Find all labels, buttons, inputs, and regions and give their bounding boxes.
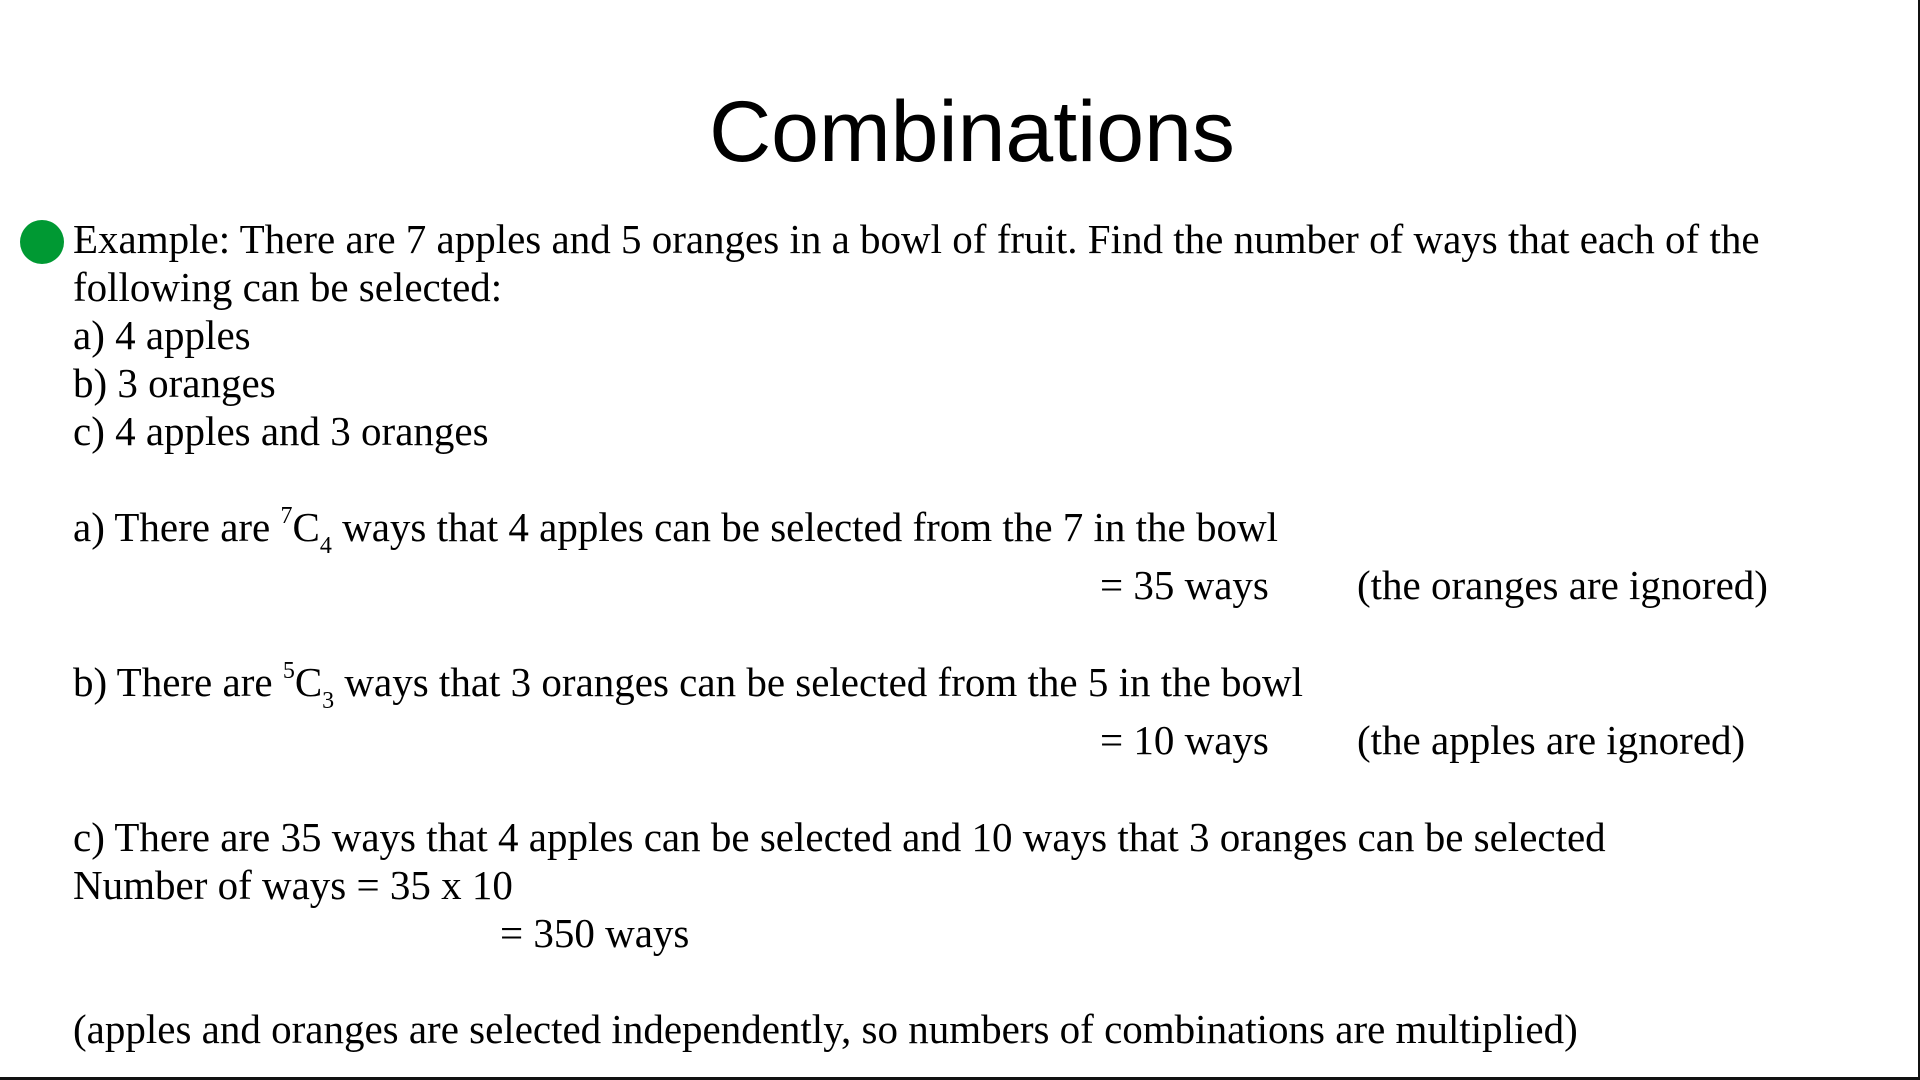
answer-c-line-3: = 350 ways <box>500 910 690 956</box>
answer-a-c: C <box>292 504 320 550</box>
conclusion-text: (apples and oranges are selected independently, so numbers of combinations are multiplied) <box>73 1006 1578 1052</box>
answer-b-suffix: ways that 3 oranges can be selected from the 5 in the bowl <box>334 659 1304 705</box>
answer-b-prefix: b) There are <box>73 659 283 705</box>
answer-a-prefix: a) There are <box>73 504 281 550</box>
answer-b-n: 5 <box>282 658 295 684</box>
answer-a-r: 4 <box>319 533 332 559</box>
slide-title: Combinations <box>709 84 1235 180</box>
question-part-a: a) 4 apples <box>73 312 251 358</box>
answer-a-line <box>73 503 1278 559</box>
question-line-1: Example: There are 7 apples and 5 oranges in a bowl of fruit. Find the number of ways that each of the <box>73 216 1760 262</box>
question-part-b: b) 3 oranges <box>73 360 276 406</box>
answer-c-line-1: c) There are 35 ways that 4 apples can be selected and 10 ways that 3 oranges can be selected <box>73 814 1606 860</box>
question-line-2: following can be selected: <box>73 264 503 310</box>
answer-b-line <box>73 658 1304 714</box>
answer-b-note: (the apples are ignored) <box>1357 717 1746 763</box>
answer-b-r: 3 <box>322 688 335 714</box>
answer-a-note: (the oranges are ignored) <box>1357 562 1768 608</box>
answer-a-suffix: ways that 4 apples can be selected from the 7 in the bowl <box>331 504 1278 550</box>
answer-b-c: C <box>294 659 323 705</box>
answer-a-n: 7 <box>280 503 293 529</box>
answer-b-result: = 10 ways <box>1100 717 1269 763</box>
answer-c-line-2: Number of ways = 35 x 10 <box>73 862 513 908</box>
question-part-c: c) 4 apples and 3 oranges <box>73 408 489 454</box>
bullet-dot-icon <box>20 220 64 264</box>
answer-a-result: = 35 ways <box>1100 562 1269 608</box>
